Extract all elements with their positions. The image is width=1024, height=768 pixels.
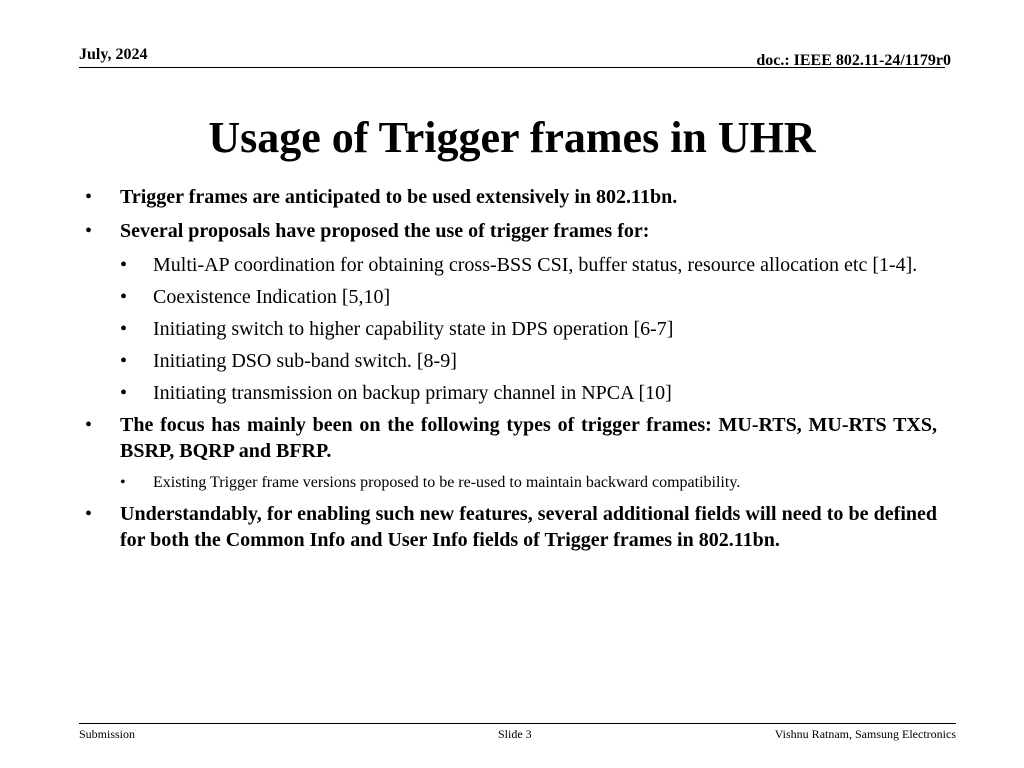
bullet-icon: •	[120, 382, 128, 404]
bullet-icon: •	[120, 254, 128, 276]
sub-bullet-1-text: Multi-AP coordination for obtaining cross-BSS CSI, buffer status, resource allocation etc [1-4].	[153, 254, 918, 276]
sub-bullet-6-text: Existing Trigger frame versions proposed to be re-used to maintain backward compatibility.	[153, 474, 741, 491]
sub-bullet-6	[120, 472, 937, 494]
bullet-3-text: The focus has mainly been on the following types of trigger frames: MU-RTS, MU-RTS TXS, BSRP, BQRP and BFRP.	[120, 414, 937, 462]
sub-bullet-2	[120, 284, 937, 310]
bullet-icon: •	[120, 350, 128, 372]
bullet-icon: •	[120, 474, 126, 491]
slide-body	[85, 184, 937, 561]
sub-bullet-5	[120, 380, 937, 406]
bullet-icon: •	[85, 186, 93, 208]
sub-bullet-2-text: Coexistence Indication [5,10]	[153, 286, 391, 308]
header-rule	[79, 67, 945, 68]
sub-bullet-4	[120, 348, 937, 374]
footer-submission: Submission	[79, 727, 136, 741]
bullet-icon: •	[120, 286, 128, 308]
footer-slide-number: Slide 3	[498, 727, 532, 741]
bullet-2-text: Several proposals have proposed the use of trigger frames for:	[120, 220, 650, 242]
bullet-icon: •	[85, 220, 93, 242]
bullet-2	[85, 218, 937, 244]
footer-rule	[79, 723, 956, 724]
sub-bullet-3-text: Initiating switch to higher capability state in DPS operation [6-7]	[153, 318, 674, 340]
sub-bullet-3	[120, 316, 937, 342]
header-doc-id: doc.: IEEE 802.11-24/1179r0	[756, 52, 951, 69]
sub-bullet-1	[120, 252, 937, 278]
bullet-3	[85, 412, 937, 464]
bullet-1-text: Trigger frames are anticipated to be used extensively in 802.11bn.	[120, 186, 678, 208]
footer-author: Vishnu Ratnam, Samsung Electronics	[774, 727, 956, 741]
bullet-4	[85, 501, 937, 553]
bullet-icon: •	[120, 318, 128, 340]
sub-bullet-5-text: Initiating transmission on backup primary channel in NPCA [10]	[153, 382, 672, 404]
header-date: July, 2024	[79, 46, 148, 63]
bullet-4-text: Understandably, for enabling such new features, several additional fields will need to be defined for both the Common Info and User Info fields of Trigger frames in 802.11bn.	[120, 503, 937, 551]
bullet-icon: •	[85, 503, 93, 525]
slide-title: Usage of Trigger frames in UHR	[208, 113, 816, 162]
bullet-1	[85, 184, 937, 210]
bullet-icon: •	[85, 414, 93, 436]
sub-bullet-4-text: Initiating DSO sub-band switch. [8-9]	[153, 350, 457, 372]
